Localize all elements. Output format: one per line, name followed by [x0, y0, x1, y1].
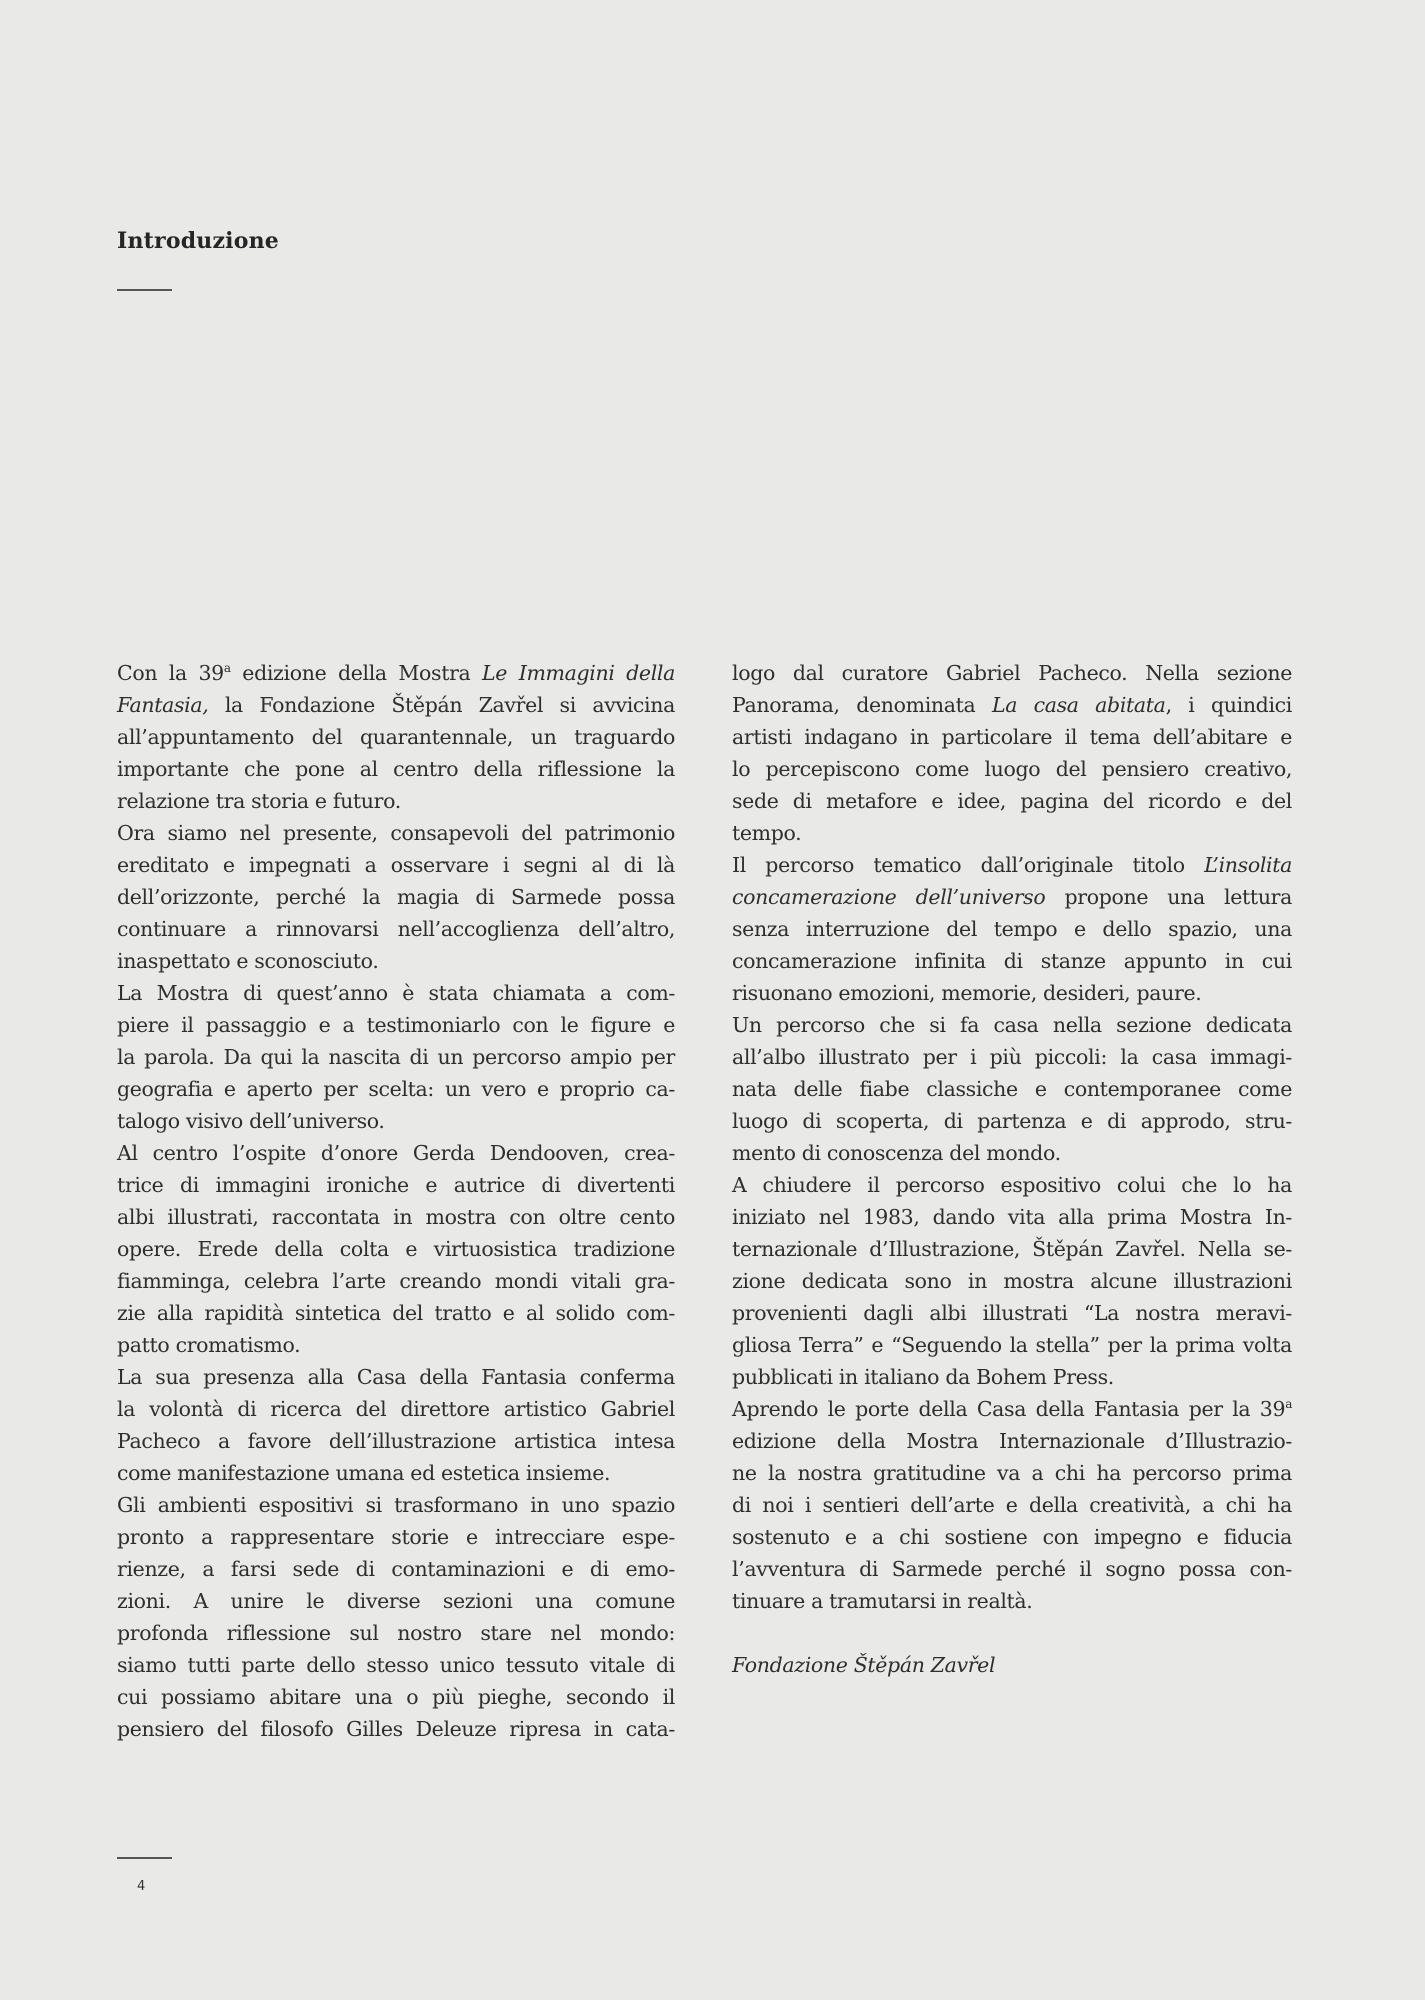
text-line: nata delle fiabe classiche e contemporanee come [732, 1077, 1292, 1101]
text-line: fiamminga, celebra l’arte creando mondi vitali gra- [117, 1269, 675, 1293]
text-line: Aprendo le porte della Casa della Fantasia per la 39$^a$ [732, 1397, 1292, 1421]
text-line: sede di metafore e idee, pagina del ricordo e del [732, 789, 1292, 813]
text-line: siamo tutti parte dello stesso unico tessuto vitale di [117, 1653, 675, 1677]
text-line: Ora siamo nel presente, consapevoli del patrimonio [117, 821, 675, 845]
text-line: trice di immagini ironiche e autrice di divertenti [117, 1173, 675, 1197]
text-line: dell’orizzonte, perché la magia di Sarmede possa [117, 885, 675, 909]
text-line: inaspettato e sconosciuto. [117, 949, 379, 973]
text-line: talogo visivo dell’universo. [117, 1109, 385, 1133]
body-column-left [117, 657, 675, 1745]
text-line: La sua presenza alla Casa della Fantasia conferma [117, 1365, 675, 1389]
text-line: lo percepiscono come luogo del pensiero creativo, [732, 757, 1292, 781]
text-line: cui possiamo abitare una o più pieghe, secondo il [117, 1685, 675, 1709]
signature: Fondazione Štěpán Zavřel [732, 1653, 996, 1677]
text-line: continuare a rinnovarsi nell’accoglienza dell’altro, [117, 917, 675, 941]
text-line: luogo di scoperta, di partenza e di approdo, stru- [732, 1109, 1292, 1133]
text-line: Un percorso che si fa casa nella sezione dedicata [732, 1013, 1292, 1037]
text-line: pubblicati in italiano da Bohem Press. [732, 1365, 1114, 1389]
text-line: ereditato e impegnati a osservare i segni al di là [117, 853, 675, 877]
text-line: concamerazione infinita di stanze appunto in cui [732, 949, 1292, 973]
text-line: patto cromatismo. [117, 1333, 301, 1357]
text-line: importante che pone al centro della riflessione la [117, 757, 675, 781]
text-line: tempo. [732, 821, 802, 845]
page-number: 4 [137, 1879, 146, 1894]
text-line: mento di conoscenza del mondo. [732, 1141, 1061, 1165]
text-line: La Mostra di quest’anno è stata chiamata a com- [117, 981, 675, 1005]
blank-line [732, 1617, 1292, 1649]
text-line: Fantasia, la Fondazione Štěpán Zavřel si avvicina [117, 693, 675, 717]
text-line: artisti indagano in particolare il tema dell’abitare e [732, 725, 1292, 749]
text-line: albi illustrati, raccontata in mostra con oltre cento [117, 1205, 675, 1229]
text-line: sostenuto e a chi sostiene con impegno e fiducia [732, 1525, 1292, 1549]
text-line: zione dedicata sono in mostra alcune illustrazioni [732, 1269, 1292, 1293]
text-line: zioni. A unire le diverse sezioni una comune [117, 1589, 675, 1613]
text-line: risuonano emozioni, memorie, desideri, paure. [732, 981, 1202, 1005]
text-line: A chiudere il percorso espositivo colui che lo ha [732, 1173, 1292, 1197]
text-line: iniziato nel 1983, dando vita alla prima Mostra In- [732, 1205, 1292, 1229]
text-line: rienze, a farsi sede di contaminazioni e di emo- [117, 1557, 675, 1581]
text-line: edizione della Mostra Internazionale d’Illustrazio- [732, 1429, 1292, 1453]
text-line: Gli ambienti espositivi si trasformano in uno spazio [117, 1493, 675, 1517]
text-line: di noi i sentieri dell’arte e della creatività, a chi ha [732, 1493, 1292, 1517]
text-line: relazione tra storia e futuro. [117, 789, 401, 813]
text-line: provenienti dagli albi illustrati “La nostra meravi- [732, 1301, 1292, 1325]
text-line: all’appuntamento del quarantennale, un traguardo [117, 725, 675, 749]
text-line: opere. Erede della colta e virtuosistica tradizione [117, 1237, 675, 1261]
text-line: come manifestazione umana ed estetica insieme. [117, 1461, 611, 1485]
body-column-right [732, 657, 1292, 1681]
text-line: Il percorso tematico dall’originale titolo L’insolita [732, 853, 1292, 877]
text-line: Con la 39$^a$ edizione della Mostra Le Immagini della [117, 661, 675, 685]
title-divider [117, 289, 172, 291]
text-line: pronto a rappresentare storie e intrecciare espe- [117, 1525, 675, 1549]
text-line: all’albo illustrato per i più piccoli: la casa immagi- [732, 1045, 1292, 1069]
text-line: concamerazione dell’universo propone una lettura [732, 885, 1292, 909]
text-line: la parola. Da qui la nascita di un percorso ampio per [117, 1045, 675, 1069]
text-line: Panorama, denominata La casa abitata, i quindici [732, 693, 1292, 717]
text-line: geografia e aperto per scelta: un vero e proprio ca- [117, 1077, 675, 1101]
text-line: Al centro l’ospite d’onore Gerda Dendooven, crea- [117, 1141, 675, 1165]
text-line: senza interruzione del tempo e dello spazio, una [732, 917, 1292, 941]
text-line: ne la nostra gratitudine va a chi ha percorso prima [732, 1461, 1292, 1485]
text-line: logo dal curatore Gabriel Pacheco. Nella sezione [732, 661, 1292, 685]
text-line: zie alla rapidità sintetica del tratto e al solido com- [117, 1301, 675, 1325]
text-line: gliosa Terra” e “Seguendo la stella” per la prima volta [732, 1333, 1292, 1357]
text-line: tinuare a tramutarsi in realtà. [732, 1589, 1033, 1613]
text-line: pensiero del filosofo Gilles Deleuze ripresa in cata- [117, 1717, 675, 1741]
text-line: la volontà di ricerca del direttore artistico Gabriel [117, 1397, 675, 1421]
text-line: l’avventura di Sarmede perché il sogno possa con- [732, 1557, 1292, 1581]
text-line: piere il passaggio e a testimoniarlo con le figure e [117, 1013, 675, 1037]
text-line: ternazionale d’Illustrazione, Štěpán Zavřel. Nella se- [732, 1237, 1292, 1261]
text-line: Pacheco a favore dell’illustrazione artistica intesa [117, 1429, 675, 1453]
footer-divider [117, 1857, 172, 1859]
text-line: profonda riflessione sul nostro stare nel mondo: [117, 1621, 675, 1645]
section-title: Introduzione [117, 228, 280, 254]
